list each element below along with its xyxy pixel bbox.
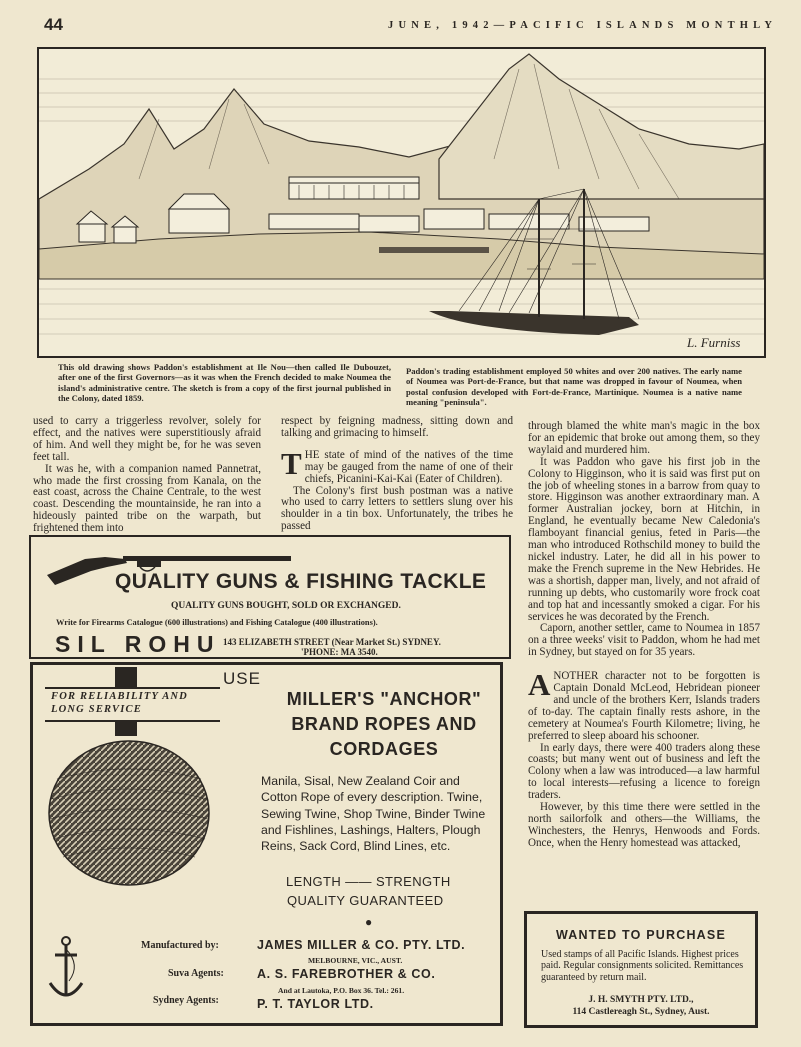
suva-agent-detail: And at Lautoka, P.O. Box 36. Tel.: 261. <box>278 986 405 995</box>
wanted-ad-title: WANTED TO PURCHASE <box>556 928 726 942</box>
guns-ad-catalogue: Write for Firearms Catalogue (600 illustrations) and Fishing Catalogue (400 illustrations). <box>56 618 378 627</box>
sydney-agent-name: P. T. TAYLOR LTD. <box>257 997 374 1011</box>
manufacturer-name: JAMES MILLER & CO. PTY. LTD. <box>257 938 466 952</box>
paragraph: The Colony's first bush postman was a native who used to carry letters to settlers slung over his shoulder in a tin box. Unfortunately, the tribes he passed <box>281 484 513 533</box>
page-number: 44 <box>44 15 63 34</box>
running-head: JUNE, 1942—PACIFIC ISLANDS MONTHLY <box>388 20 778 31</box>
article-column-2 <box>281 416 513 533</box>
paragraph: through blamed the white man's magic in the box for an epidemic that broke out among them, so they waylaid and murdered him. <box>528 420 760 456</box>
bullet-icon: ● <box>365 915 373 929</box>
miller-ropes-ad <box>30 662 503 1026</box>
wanted-to-purchase-ad <box>524 911 758 1028</box>
rope-coil-icon <box>47 739 211 887</box>
caption-left: This old drawing shows Paddon's establishment at Ile Nou—then called Ile Dubouzet, after one of the first Governors—as it was when the French decided to make Noumea the island's administrative centre. The sketch is from a copy of the first journal published in the Colony, dated 1859. <box>58 362 391 404</box>
miller-reliability: FOR RELIABILITY AND LONG SERVICE <box>51 691 188 715</box>
paragraph: However, by this time there were settled in the north sailorfolk and others—the Williams, the Winchesters, the Henrys, Henwoods and Fords. Once, when the Henry homestead was attacked, <box>528 801 760 849</box>
decorative-block <box>115 722 137 736</box>
sydney-agents-label: Sydney Agents: <box>153 995 219 1006</box>
guns-ad-title: QUALITY GUNS & FISHING TACKLE <box>115 570 487 593</box>
drop-cap: A <box>528 667 551 703</box>
wanted-ad-address: 114 Castlereagh St., Sydney, Aust. <box>572 1007 710 1017</box>
historical-drawing <box>37 47 766 358</box>
guns-ad-phone: 'PHONE: MA 3540. <box>301 647 378 657</box>
suva-agent-name: A. S. FAREBROTHER & CO. <box>257 967 436 981</box>
paragraph: In early days, there were 400 traders along these coasts; but many went out of business and left the Colony when a law was introduced—a law harmful to local interests—refusing a licence to foreign traders. <box>528 741 760 802</box>
guns-ad-brand: SIL ROHU <box>55 631 221 657</box>
paragraph-text: NOTHER character not to be forgotten is Captain Donald McLeod, Hebridean pioneer and uncle of the brothers Kerr, Islands traders of to-day. The captain finally rests ashore, in the cemetery at Noumea's Fourth Kilometre; living, he preferred to sleep aboard his schooner. <box>528 670 760 742</box>
artist-signature: L. Furniss <box>687 335 741 350</box>
paragraph: It was Paddon who gave his first job in the Colony to Higginson, who it is said was first put on the job of wheeling stones in a barrow from quay to store. Higginson was another extraordinary man. A former Australian jockey, born at Hitchin, in England, he eventually became New Caledonia's flamboyant financial genius, feted in Paris—the man who introduced Rothschild money to build the nickel industry. Later, he did all in his power to make the French supreme in the New Hebrides. He was a shortish, dapper man, lively, and not afraid of running up debts, who customarily wore frock coat and top hat and incessantly smoked a cigar. For his services he was decorated by the French. <box>528 455 760 623</box>
miller-ad-description: Manila, Sisal, New Zealand Coir and Cotton Rope of every description. Twine, Sewing Twine, Shop Twine, Binder Twine and Fishlines, Lashings, Halters, Plough Reins, Sack Cord, Blind Lines, etc. <box>261 774 486 854</box>
paragraph-text: HE state of mind of the natives of the time may be gauged from the name of one of their chiefs, Picanini-Kai-Kai (Eater of Children). <box>304 448 513 485</box>
miller-length-strength: LENGTH —— STRENGTH <box>286 874 451 889</box>
miller-quality: QUALITY GUARANTEED <box>287 893 444 908</box>
article-column-3 <box>528 421 760 850</box>
manufactured-label: Manufactured by: <box>141 940 219 951</box>
wanted-ad-firm: J. H. SMYTH PTY. LTD., <box>588 995 694 1005</box>
miller-use-label: USE <box>223 669 261 688</box>
drawing-svg <box>39 49 764 356</box>
paragraph: It was he, with a companion named Pannetrat, who made the first crossing from Kanala, on the east coast, across the Chaine Centrale, to the west coast. Descending the mountainside, he ran into a hideously painted tribe on the warpath, but frightened them into <box>33 462 261 535</box>
drop-cap: T <box>281 445 302 481</box>
anchor-icon <box>47 935 85 1005</box>
paragraph: respect by feigning madness, sitting down and talking and grimacing to himself. <box>281 415 513 439</box>
caption-right: Paddon's trading establishment employed 50 whites and over 200 natives. The early name of Noumea was Port-de-France, but that name was dropped in favour of Noumea, when postal confusion developed with Fort-de-France, Martinique. Noumea is a native name meaning "peninsula". <box>406 366 742 408</box>
miller-ad-title: MILLER'S "ANCHOR" BRAND ROPES AND CORDAGES <box>286 689 482 759</box>
guns-fishing-ad <box>29 535 511 659</box>
wanted-ad-body: Used stamps of all Pacific Islands. Highest prices paid. Regular consignments solicited. Remittances guaranteed by return mail. <box>541 949 744 983</box>
paragraph: used to carry a triggerless revolver, solely for effect, and the natives were superstitiously afraid of him. And well they might be, for he was seven feet tall. <box>33 415 261 463</box>
paragraph: Caporn, another settler, came to Noumea in 1857 on a three weeks' visit to Paddon, whom he had met in Sydney, but stayed on for 35 years. <box>528 622 760 659</box>
manufacturer-city: MELBOURNE, VIC., AUST. <box>308 956 403 965</box>
decorative-block <box>115 667 137 687</box>
rule <box>45 687 220 689</box>
suva-agents-label: Suva Agents: <box>168 968 224 979</box>
guns-ad-address: 143 ELIZABETH STREET (Near Market St.) SYDNEY. <box>223 637 441 647</box>
paragraph-dropcap <box>281 445 513 486</box>
paragraph-dropcap <box>528 667 760 742</box>
article-column-1 <box>33 416 261 535</box>
guns-ad-line: QUALITY GUNS BOUGHT, SOLD OR EXCHANGED. <box>171 601 401 611</box>
